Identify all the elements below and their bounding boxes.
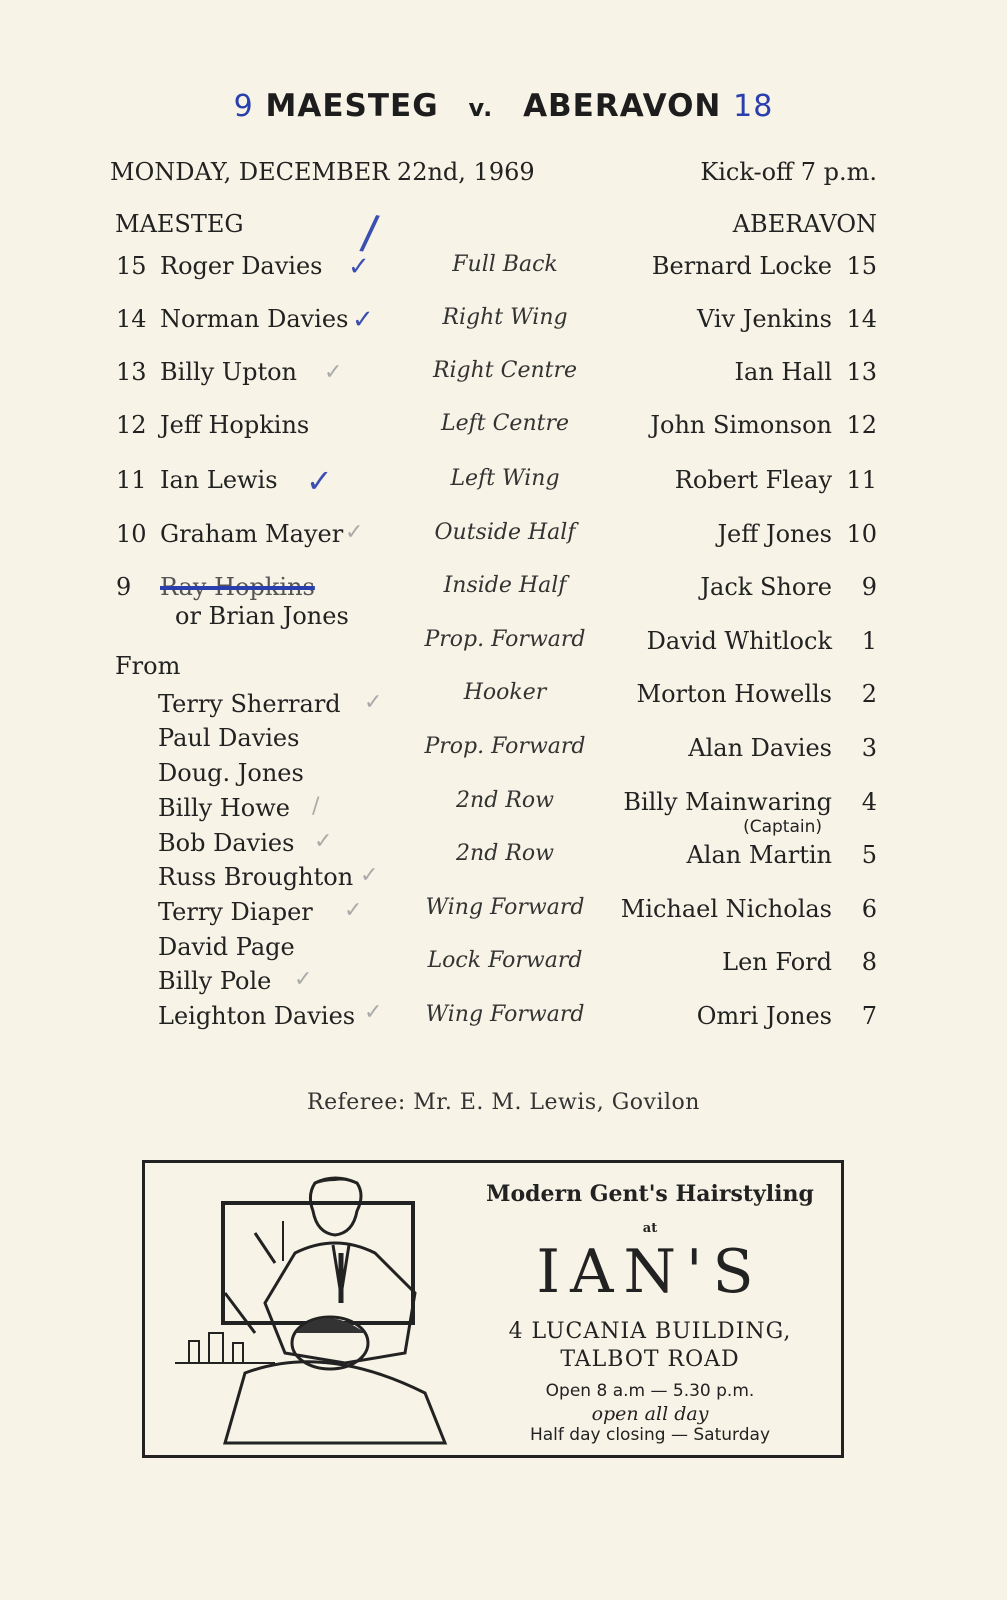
home-number: 14: [116, 305, 147, 333]
tick-mark-icon: ✓: [364, 690, 383, 715]
home-player: Billy Upton: [160, 358, 297, 386]
tick-mark-icon: ✓: [348, 252, 370, 282]
tick-mark-icon: ✓: [294, 967, 313, 992]
forward-row: [0, 948, 1007, 982]
position: Prop. Forward: [424, 734, 586, 759]
away-player: Billy Mainwaring: [623, 788, 832, 816]
tick-mark-icon: /: [312, 794, 320, 819]
position: Wing Forward: [425, 895, 585, 920]
away-number: 12: [846, 411, 877, 439]
forward-row: [0, 895, 1007, 929]
home-team-heading: MAESTEG: [115, 210, 244, 238]
ad-headline: Modern Gent's Hairstyling: [486, 1181, 814, 1207]
lineup-row: [0, 411, 1007, 445]
ad-address-line-1: 4 LUCANIA BUILDING,: [508, 1319, 792, 1344]
position: Wing Forward: [425, 1002, 585, 1027]
sub-player: Billy Pole: [158, 967, 272, 995]
away-number: 13: [846, 358, 877, 386]
away-number: 2: [861, 680, 877, 708]
away-player: John Simonson: [650, 411, 832, 439]
away-player: Alan Davies: [688, 734, 832, 762]
forward-row: [0, 680, 1007, 714]
tick-mark-icon: ✓: [360, 863, 379, 888]
position: Right Wing: [442, 305, 568, 330]
home-number: 12: [116, 411, 147, 439]
home-player: Ian Lewis: [160, 466, 278, 494]
away-player: Alan Martin: [686, 841, 832, 869]
tick-mark-icon: ✓: [344, 898, 363, 923]
ad-business-name: IAN'S: [536, 1237, 764, 1307]
home-player: Roger Davies: [160, 252, 323, 280]
position: 2nd Row: [456, 841, 554, 866]
tick-mark-icon: ✓: [352, 305, 374, 335]
position: Outside Half: [434, 520, 576, 545]
away-number: 8: [861, 948, 877, 976]
ad-half-day: Half day closing — Saturday: [529, 1425, 771, 1445]
ad-opening-hours: Open 8 a.m — 5.30 p.m.: [545, 1381, 755, 1401]
lineup-row: [0, 358, 1007, 392]
away-number: 5: [861, 841, 877, 869]
position: 2nd Row: [456, 788, 554, 813]
home-number: 11: [116, 466, 147, 494]
sub-player: Paul Davies: [158, 724, 300, 752]
sub-player: Bob Davies: [158, 829, 295, 857]
alt-scrum-half: or Brian Jones: [175, 602, 349, 630]
sub-player: Terry Diaper: [158, 898, 313, 926]
lineup-row: [0, 520, 1007, 554]
forward-row: [0, 841, 1007, 875]
tick-mark-icon: ✓: [324, 360, 343, 385]
position: Prop. Forward: [424, 627, 586, 652]
versus: v.: [468, 94, 494, 122]
away-team-title: ABERAVON: [523, 88, 722, 124]
away-number: 9: [861, 573, 877, 601]
position: Inside Half: [443, 573, 567, 598]
from-label: From: [115, 652, 181, 680]
ad-open-all-day: open all day: [591, 1403, 709, 1425]
away-number: 10: [846, 520, 877, 548]
home-number: 15: [116, 252, 147, 280]
forward-row: [0, 1002, 1007, 1036]
away-player: Omri Jones: [696, 1002, 832, 1030]
away-number: 14: [846, 305, 877, 333]
sub-player: Russ Broughton: [158, 863, 354, 891]
barber-advert: [142, 1160, 844, 1458]
tick-mark-icon: ✓: [364, 1000, 383, 1025]
lineup-row: [0, 305, 1007, 339]
home-team-title: MAESTEG: [265, 88, 439, 124]
away-number: 1: [861, 627, 877, 655]
away-player: Jack Shore: [700, 573, 832, 601]
sub-player: Billy Howe: [158, 794, 290, 822]
position: Full Back: [452, 252, 558, 277]
lineup-row: [0, 573, 1007, 607]
referee: Referee: Mr. E. M. Lewis, Govilon: [307, 1090, 700, 1115]
away-number: 3: [861, 734, 877, 762]
away-player: Robert Fleay: [674, 466, 832, 494]
match-date: MONDAY, DECEMBER 22nd, 1969: [110, 158, 535, 186]
position: Right Centre: [432, 358, 578, 383]
sub-player: Terry Sherrard: [158, 690, 341, 718]
sub-player: David Page: [158, 933, 295, 961]
away-player: Bernard Locke: [651, 252, 832, 280]
away-player: Michael Nicholas: [620, 895, 832, 923]
away-number: 6: [861, 895, 877, 923]
home-player: Norman Davies: [160, 305, 349, 333]
home-player: Jeff Hopkins: [160, 411, 310, 439]
ad-address-line-2: TALBOT ROAD: [560, 1347, 740, 1372]
away-player: Viv Jenkins: [696, 305, 832, 333]
lineup-row: [0, 252, 1007, 286]
captain-note: (Captain): [743, 817, 822, 837]
sub-player: Leighton Davies: [158, 1002, 356, 1030]
forward-row: [0, 734, 1007, 768]
match-title: [0, 88, 1007, 124]
kickoff-time: Kick-off 7 p.m.: [700, 158, 877, 186]
away-number: 7: [861, 1002, 877, 1030]
away-player: Morton Howells: [636, 680, 832, 708]
position: Lock Forward: [427, 948, 583, 973]
away-player: Len Ford: [722, 948, 832, 976]
home-number: 13: [116, 358, 147, 386]
home-player-struck: Ray Hopkins: [160, 573, 315, 601]
home-number: 9: [116, 573, 132, 601]
tick-mark-icon: ✓: [314, 829, 333, 854]
barber-illustration-icon: [165, 1173, 475, 1445]
away-team-heading: ABERAVON: [732, 210, 877, 238]
lineup-row: [0, 466, 1007, 500]
away-number: 11: [846, 466, 877, 494]
tick-mark-icon: /: [358, 204, 382, 260]
position: Left Wing: [450, 466, 560, 491]
ad-at: at: [642, 1221, 658, 1236]
home-player: Graham Mayer: [160, 520, 344, 548]
away-player: Ian Hall: [734, 358, 832, 386]
away-number: 15: [846, 252, 877, 280]
away-player: David Whitlock: [646, 627, 832, 655]
away-player: Jeff Jones: [717, 520, 832, 548]
forward-row: [0, 788, 1007, 822]
sub-player: Doug. Jones: [158, 759, 304, 787]
away-score-handwritten: 18: [733, 89, 774, 124]
home-number: 10: [116, 520, 147, 548]
home-score-handwritten: 9: [233, 89, 254, 124]
tick-mark-icon: ✓: [306, 462, 333, 500]
position: Hooker: [463, 680, 547, 705]
position: Left Centre: [440, 411, 569, 436]
away-number: 4: [861, 788, 877, 816]
tick-mark-icon: ✓: [345, 520, 364, 545]
